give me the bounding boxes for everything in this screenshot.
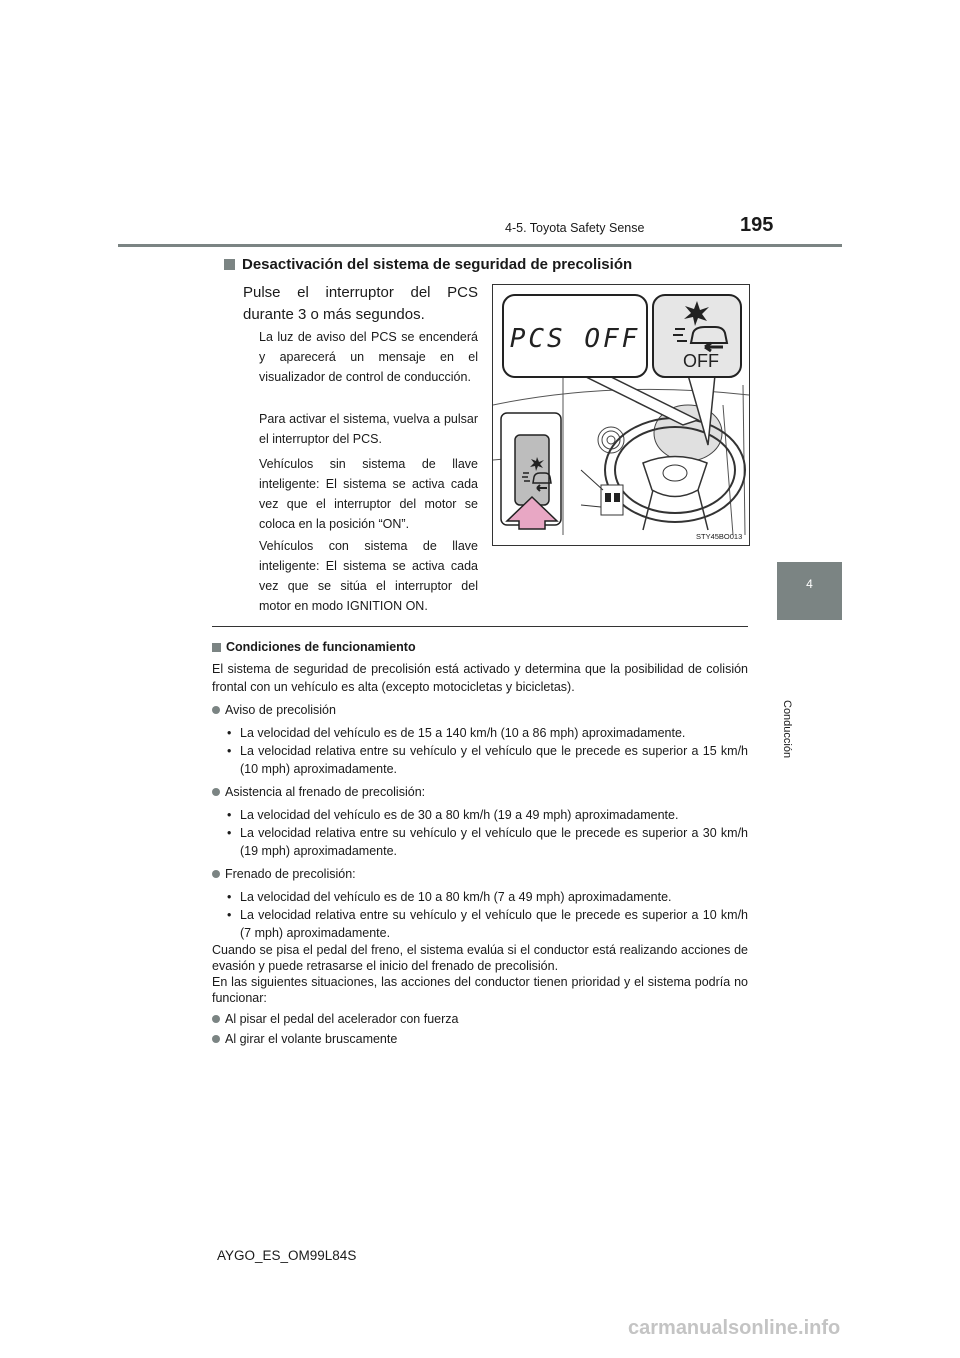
list-item (212, 701, 748, 719)
deactivation-heading (224, 256, 632, 273)
section-divider (212, 626, 748, 627)
note-reactivate: Para activar el sistema, vuelva a pulsar el interruptor del PCS. (259, 412, 478, 446)
pcs-switch-illustration (492, 284, 750, 546)
display-message: PCS OFF (509, 324, 641, 354)
note-no-smart-key: Vehículos sin sistema de llave inteligente: El sistema se activa cada vez que el interruptor del motor se coloca en la posición “ON”. (259, 457, 478, 531)
watermark: carmanualsonline.info (628, 1317, 841, 1339)
dashboard-drawing (493, 285, 749, 545)
chapter-number: 4 (806, 577, 813, 591)
list-item: • La velocidad relativa entre su vehículo y el vehículo que le precede es superior a 10 km/h (7 mph) aproximadamente. (212, 906, 748, 942)
page-number: 195 (740, 214, 774, 236)
group-label: Asistencia al frenado de precolisión: (225, 785, 426, 799)
square-bullet-icon (224, 259, 235, 270)
chapter-label-text: Conducción (781, 700, 793, 759)
conditions-heading (212, 638, 748, 656)
list-item: • La velocidad del vehículo es de 30 a 80 km/h (19 a 49 mph) aproximadamente. (212, 806, 748, 824)
list-item: • La velocidad relativa entre su vehículo y el vehículo que le precede es superior a 15 km/h (10 mph) aproximadamente. (212, 742, 748, 778)
circle-bullet-icon (212, 1035, 220, 1043)
conditions-heading-text: Condiciones de funcionamiento (226, 640, 416, 654)
situations-intro: En las siguientes situaciones, las acciones del conductor tienen prioridad y el sistema podría no funcionar: (212, 975, 748, 1005)
note-smart-key: Vehículos con sistema de llave inteligente: El sistema se activa cada vez que se sitúa el interruptor del motor en modo IGNITION ON. (259, 539, 478, 613)
circle-bullet-icon (212, 706, 220, 714)
situation-text: Al pisar el pedal del acelerador con fuerza (225, 1012, 459, 1026)
header-divider (118, 244, 842, 247)
list-item: • La velocidad del vehículo es de 10 a 80 km/h (7 a 49 mph) aproximadamente. (212, 888, 748, 906)
brake-note: Cuando se pisa el pedal del freno, el sistema evalúa si el conductor está realizando acciones de evasión y puede retrasarse el inicio del frenado de precolisión. (212, 943, 748, 973)
chapter-label (781, 700, 816, 810)
chapter-tab (777, 562, 842, 620)
circle-bullet-icon (212, 870, 220, 878)
list-item (212, 1030, 748, 1048)
list-item (212, 783, 748, 801)
group-label: Frenado de precolisión: (225, 867, 356, 881)
circle-bullet-icon (212, 788, 220, 796)
manual-code: AYGO_ES_OM99L84S (217, 1248, 357, 1263)
conditions-intro: El sistema de seguridad de precolisión está activado y determina que la posibilidad de colisión frontal con un vehículo es alta (excepto motocicletas y bicicletas). (212, 662, 748, 694)
section-title: 4-5. Toyota Safety Sense (505, 221, 645, 235)
square-bullet-icon (212, 643, 221, 652)
list-item: • La velocidad relativa entre su vehículo y el vehículo que le precede es superior a 30 km/h (19 mph) aproximadamente. (212, 824, 748, 860)
conditions-section (212, 638, 748, 1048)
list-item (212, 1010, 748, 1028)
list-item (212, 865, 748, 883)
instruction-text: Pulse el interruptor del PCS durante 3 o más segundos. (243, 284, 478, 323)
list-item: • La velocidad del vehículo es de 15 a 140 km/h (10 a 86 mph) aproximadamente. (212, 724, 748, 742)
situation-text: Al girar el volante bruscamente (225, 1032, 398, 1046)
off-indicator-label: OFF (683, 351, 719, 371)
note-warning-light: La luz de aviso del PCS se encenderá y aparecerá un mensaje en el visualizador de control de conducción. (259, 330, 478, 384)
group-label: Aviso de precolisión (225, 703, 336, 717)
deactivation-heading-text: Desactivación del sistema de seguridad de precolisión (242, 256, 633, 273)
figure-code: STY45BO013 (696, 532, 743, 541)
circle-bullet-icon (212, 1015, 220, 1023)
